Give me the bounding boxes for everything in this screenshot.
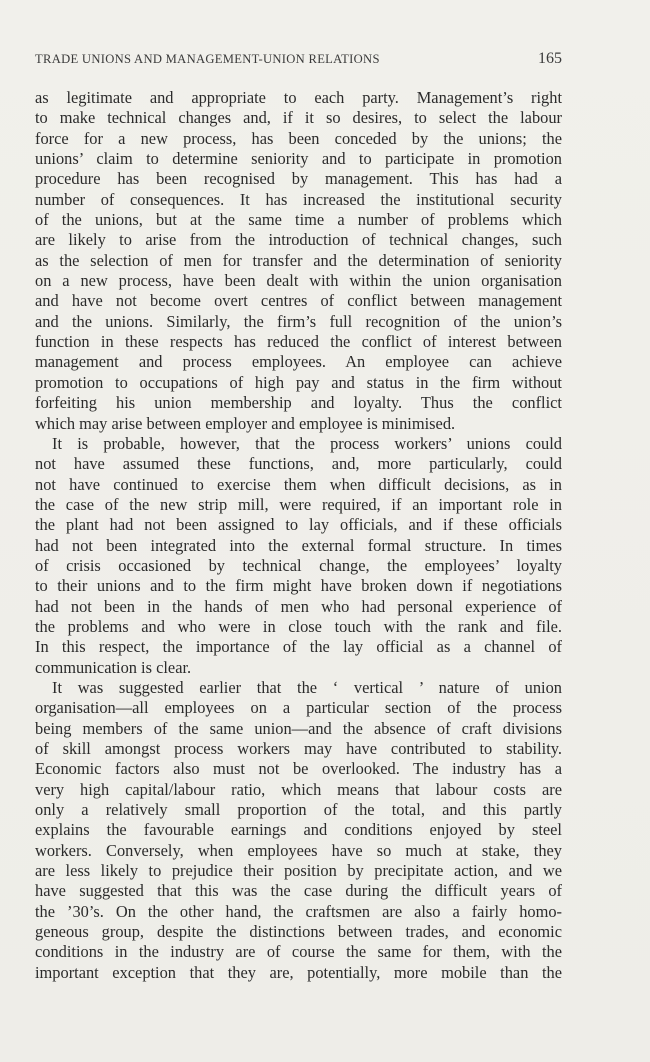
text-line: promotion to occupations of high pay and status in the firm without xyxy=(35,372,562,392)
text-line: geneous group, despite the distinctions between trades, and economic xyxy=(35,922,562,942)
text-line: procedure has been recognised by management. This has had a xyxy=(35,169,562,189)
text-line: number of consequences. It has increased the institutional security xyxy=(35,189,562,209)
text-line: very high capital/labour ratio, which means that labour costs are xyxy=(35,779,562,799)
text-line: and the unions. Similarly, the firm’s full recognition of the union’s xyxy=(35,311,562,331)
text-line: only a relatively small proportion of the total, and this partly xyxy=(35,800,562,820)
page-number: 165 xyxy=(538,50,562,67)
text-line: force for a new process, has been conceded by the unions; the xyxy=(35,128,562,148)
text-line: are likely to arise from the introduction of technical changes, such xyxy=(35,230,562,250)
text-line: Economic factors also must not be overlooked. The industry has a xyxy=(35,759,562,779)
paragraph xyxy=(35,678,562,983)
text-line: on a new process, have been dealt with within the union organisation xyxy=(35,271,562,291)
text-line: not have assumed these functions, and, more particularly, could xyxy=(35,454,562,474)
text-line: conditions in the industry are of course the same for them, with the xyxy=(35,942,562,962)
text-line: the ’30’s. On the other hand, the craftsmen are also a fairly homo- xyxy=(35,901,562,921)
text-line: to their unions and to the firm might have broken down if negotiations xyxy=(35,576,562,596)
text-line: workers. Conversely, when employees have so much at stake, they xyxy=(35,840,562,860)
body-text xyxy=(35,88,562,983)
text-line: as the selection of men for transfer and the determination of seniority xyxy=(35,250,562,270)
text-line: not have continued to exercise them when difficult decisions, as in xyxy=(35,474,562,494)
text-line: forfeiting his union membership and loyalty. Thus the conflict xyxy=(35,393,562,413)
running-head-title: TRADE UNIONS AND MANAGEMENT-UNION RELATIONS xyxy=(35,52,380,66)
text-line: being members of the same union—and the absence of craft divisions xyxy=(35,718,562,738)
text-line: unions’ claim to determine seniority and to participate in promotion xyxy=(35,149,562,169)
text-line: of the unions, but at the same time a number of problems which xyxy=(35,210,562,230)
text-line: function in these respects has reduced the conflict of interest between xyxy=(35,332,562,352)
text-line: the problems and who were in close touch with the rank and file. xyxy=(35,616,562,636)
text-line: important exception that they are, potentially, more mobile than the xyxy=(35,962,562,982)
text-line: had not been integrated into the external formal structure. In times xyxy=(35,535,562,555)
text-line: and have not become overt centres of conflict between management xyxy=(35,291,562,311)
text-line: In this respect, the importance of the lay official as a channel of xyxy=(35,637,562,657)
text-line: which may arise between employer and employee is minimised. xyxy=(35,413,456,433)
text-line: explains the favourable earnings and conditions enjoyed by steel xyxy=(35,820,562,840)
text-line: of crisis occasioned by technical change, the employees’ loyalty xyxy=(35,555,562,575)
paragraph xyxy=(35,88,562,434)
paragraph xyxy=(35,434,562,678)
text-line: had not been in the hands of men who had personal experience of xyxy=(35,596,562,616)
text-line: have suggested that this was the case during the difficult years of xyxy=(35,881,562,901)
text-line: management and process employees. An employee can achieve xyxy=(35,352,562,372)
text-line: communication is clear. xyxy=(35,657,192,677)
text-line: It is probable, however, that the process workers’ unions could xyxy=(52,433,562,453)
text-line: the plant had not been assigned to lay officials, and if these officials xyxy=(35,515,562,535)
text-line: are less likely to prejudice their position by precipitate action, and we xyxy=(35,861,562,881)
running-head xyxy=(35,50,562,70)
text-line: as legitimate and appropriate to each party. Management’s right xyxy=(35,88,562,107)
text-line: It was suggested earlier that the ‘ vertical ’ nature of union xyxy=(52,677,562,697)
text-line: of skill amongst process workers may have contributed to stability. xyxy=(35,739,562,758)
text-line: the case of the new strip mill, were required, if an important role in xyxy=(35,494,562,514)
text-line: organisation—all employees on a particular section of the process xyxy=(35,698,562,718)
text-line: to make technical changes and, if it so desires, to select the labour xyxy=(35,108,562,128)
